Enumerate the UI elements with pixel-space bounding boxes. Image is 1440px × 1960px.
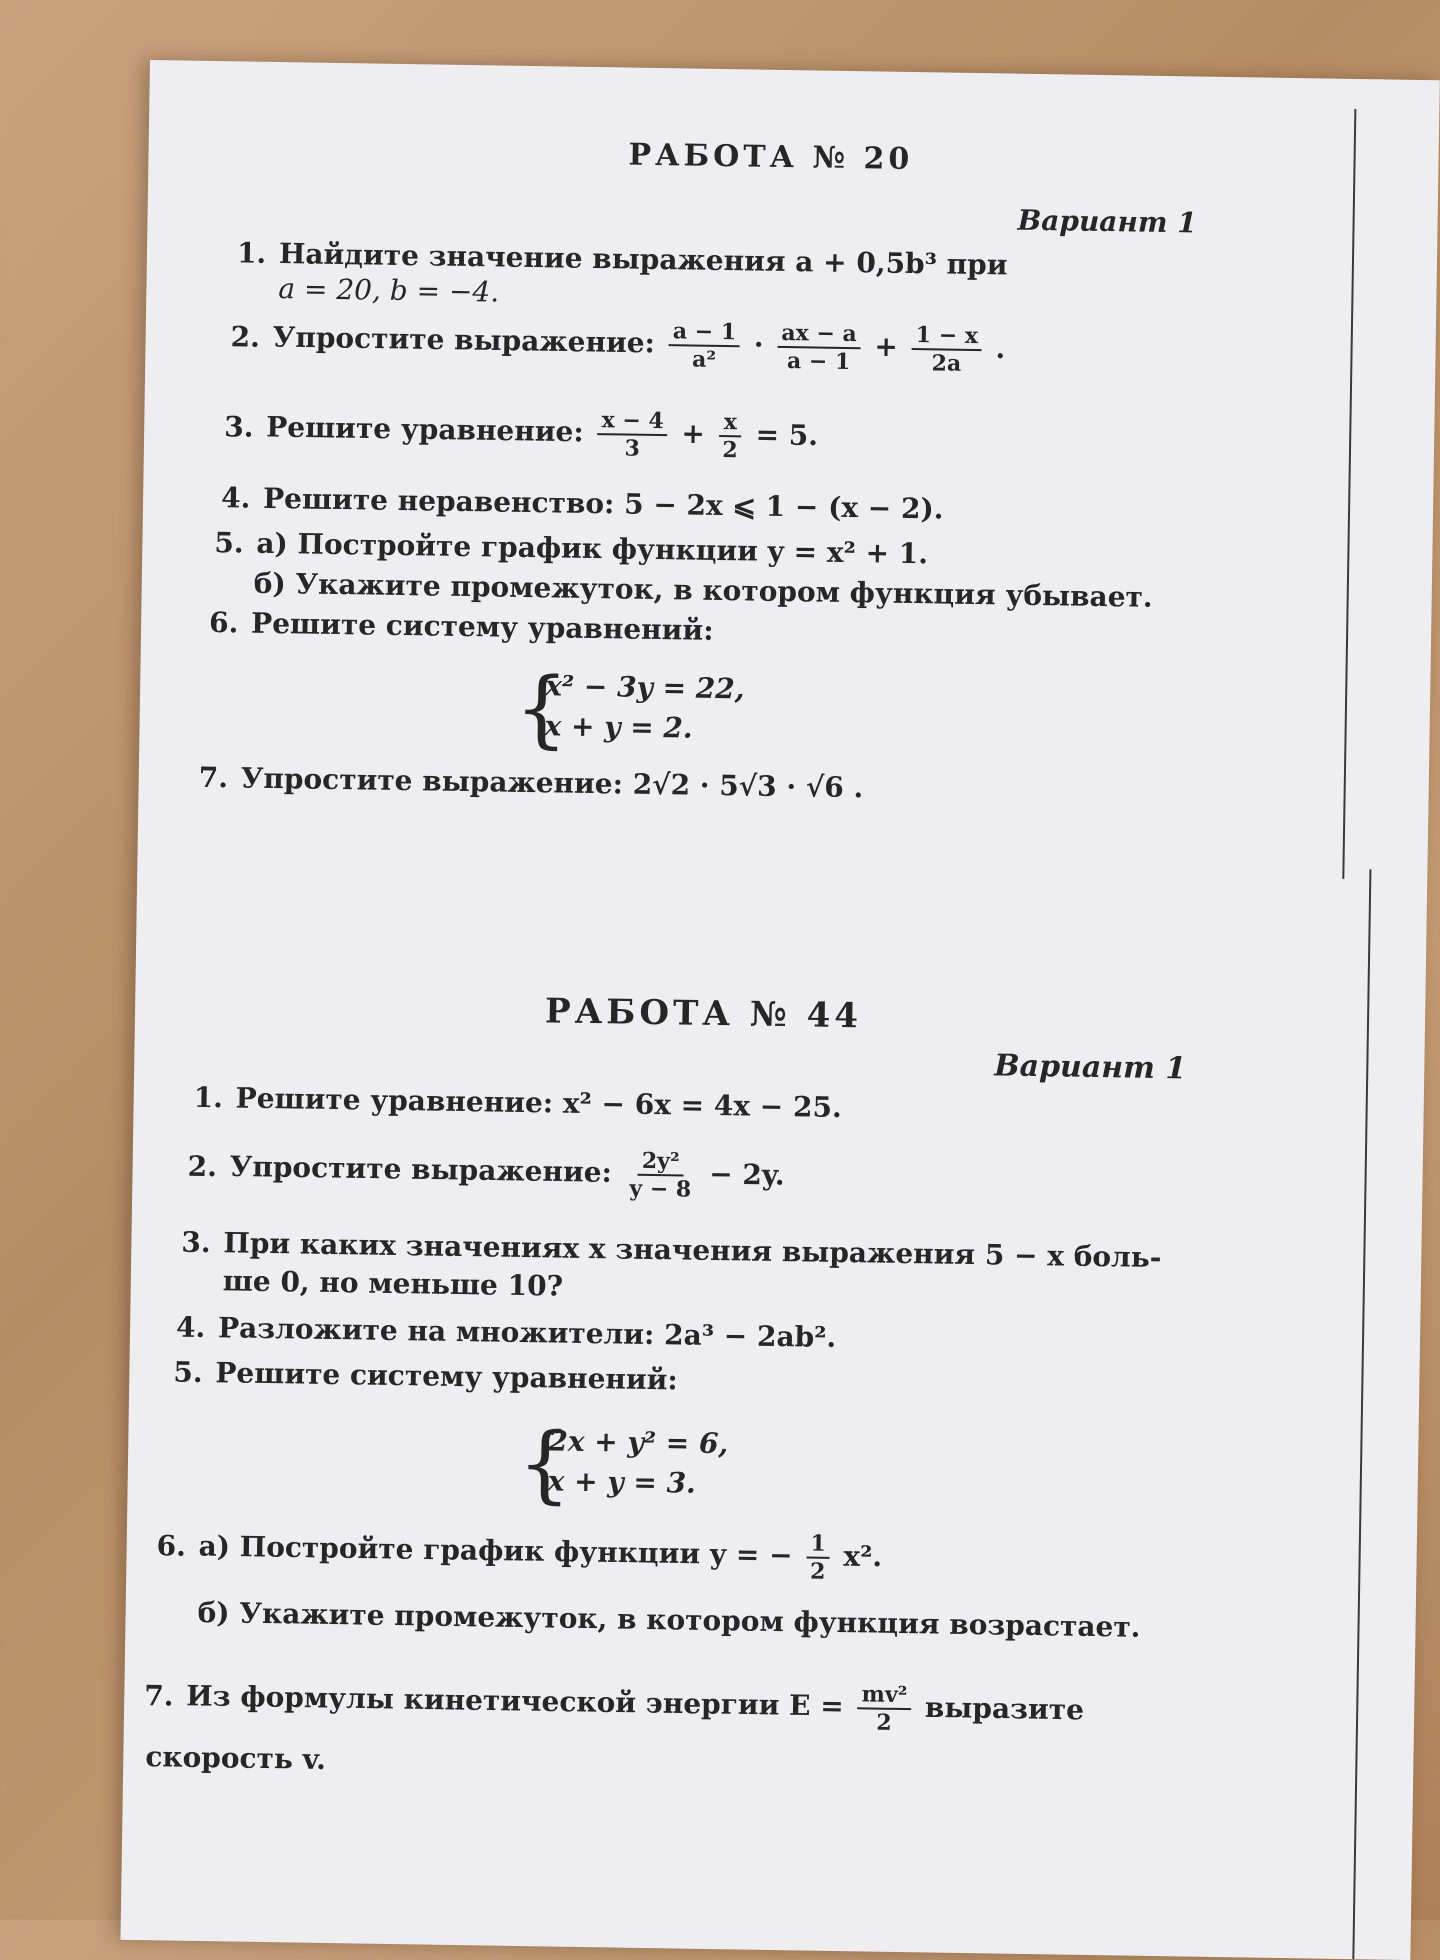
task-text: Решите систему уравнений:: [250, 606, 714, 647]
fraction: [718, 409, 742, 463]
work-20-title: РАБОТА № 20: [628, 137, 914, 177]
denominator: 2: [876, 1709, 892, 1736]
w44-task-7-cont: скорость v.: [145, 1740, 327, 1776]
task-number: 3.: [223, 409, 254, 444]
page-edge-line-top: [1342, 109, 1356, 879]
task-number: 4.: [175, 1310, 206, 1345]
task-number: 1.: [236, 236, 267, 270]
w44-task-1: [193, 1081, 842, 1124]
numerator: x − 4: [597, 407, 668, 436]
task-text: Разложите на множители: 2a³ − 2ab².: [217, 1311, 837, 1354]
work-20-variant: Вариант 1: [1017, 203, 1197, 240]
task-text: Упростите выражение:: [272, 320, 656, 360]
task-text: Решите уравнение: x² − 6x = 4x − 25.: [235, 1081, 843, 1124]
w44-task-3-cont: ше 0, но меньше 10?: [222, 1264, 564, 1303]
task-text: Найдите значение выражения a + 0,5b³ при: [278, 237, 1008, 282]
fraction: [625, 1148, 696, 1203]
w20-task-3: [224, 401, 819, 464]
task-text: Из формулы кинетической энергии E =: [186, 1679, 844, 1723]
w20-task-7: [198, 761, 863, 804]
work-44-variant: Вариант 1: [994, 1048, 1187, 1087]
w44-task-7: [144, 1670, 1084, 1739]
denominator: a − 1: [786, 348, 851, 376]
task-number: 5.: [214, 526, 244, 560]
equation-1: x² − 3y = 22,: [544, 669, 745, 706]
task-number: 2.: [187, 1149, 218, 1183]
w44-task-6b: б) Укажите промежуток, в котором функция возрастает.: [197, 1595, 1141, 1644]
task-number: 7.: [198, 760, 229, 795]
w20-system: [514, 658, 745, 758]
fraction: [911, 322, 982, 377]
fraction: [668, 318, 740, 373]
w44-task-4: [176, 1311, 837, 1354]
work-44-title: РАБОТА № 44: [544, 991, 863, 1037]
task-number: 1.: [193, 1080, 224, 1115]
denominator: 3: [624, 435, 641, 462]
task-number: 6.: [208, 606, 239, 640]
operator: .: [995, 331, 1006, 365]
task-text: Решите неравенство: 5 − 2x ⩽ 1 − (x − 2).: [262, 481, 944, 526]
equation-2: x + y = 3.: [547, 1464, 697, 1500]
task-text: Решите уравнение:: [265, 410, 584, 449]
denominator: y − 8: [629, 1175, 692, 1203]
denominator: 2a: [931, 350, 962, 377]
w44-task-5: [173, 1356, 678, 1397]
numerator: 1: [806, 1530, 830, 1558]
operator: x².: [843, 1539, 883, 1574]
page-edge-line-bottom: [1352, 869, 1371, 1959]
fraction: [777, 320, 861, 375]
numerator: 2y²: [638, 1148, 684, 1177]
numerator: mv²: [857, 1681, 911, 1710]
denominator: a²: [691, 346, 717, 373]
numerator: a − 1: [669, 318, 741, 347]
operator: выразите: [924, 1690, 1085, 1727]
operator: ·: [753, 328, 764, 362]
w44-task-2: [187, 1141, 785, 1204]
task-text: Решите систему уравнений:: [215, 1356, 679, 1397]
denominator: 2: [809, 1558, 826, 1585]
task-text: а) Постройте график функции y = x² + 1.: [256, 526, 929, 571]
task-text: Упростите выражение:: [229, 1149, 613, 1189]
task-number: 6.: [156, 1528, 187, 1563]
task-number: 5.: [173, 1355, 203, 1389]
w44-task-6: [156, 1520, 882, 1585]
w20-task-1-cont: a = 20, b = −4.: [278, 272, 500, 309]
numerator: 1 − x: [912, 322, 983, 351]
brace: {: [517, 1413, 573, 1513]
brace: {: [514, 658, 570, 758]
worksheet-page: [120, 60, 1439, 1960]
w20-task-2: [230, 311, 1005, 377]
operator: = 5.: [755, 418, 819, 453]
denominator: 2: [722, 437, 738, 464]
task-number: 2.: [230, 319, 261, 354]
numerator: x: [720, 409, 742, 437]
w20-task-6: [209, 606, 714, 647]
w20-task-5: [214, 526, 928, 570]
task-number: 3.: [181, 1225, 211, 1260]
fraction: [857, 1681, 912, 1736]
operator: − 2y.: [708, 1157, 785, 1192]
fraction: [597, 407, 668, 462]
fraction: [806, 1530, 830, 1584]
operator: +: [681, 416, 706, 451]
w44-system: [517, 1413, 729, 1513]
task-number: 7.: [144, 1678, 174, 1713]
operator: +: [874, 329, 899, 364]
task-text: а) Постройте график функции y = −: [198, 1529, 793, 1572]
equation-2: x + y = 2.: [544, 709, 693, 745]
equation-1: 2x + y² = 6,: [548, 1424, 729, 1461]
task-text: Упростите выражение: 2√2 · 5√3 · √6 .: [240, 761, 864, 805]
task-text: При каких значениях x значения выражения 5 − x боль-: [223, 1226, 1162, 1275]
w20-task-5b: б) Укажите промежуток, в котором функция убывает.: [253, 566, 1153, 614]
numerator: ax − a: [777, 320, 861, 349]
task-number: 4.: [220, 481, 251, 515]
w20-task-4: [221, 481, 944, 525]
